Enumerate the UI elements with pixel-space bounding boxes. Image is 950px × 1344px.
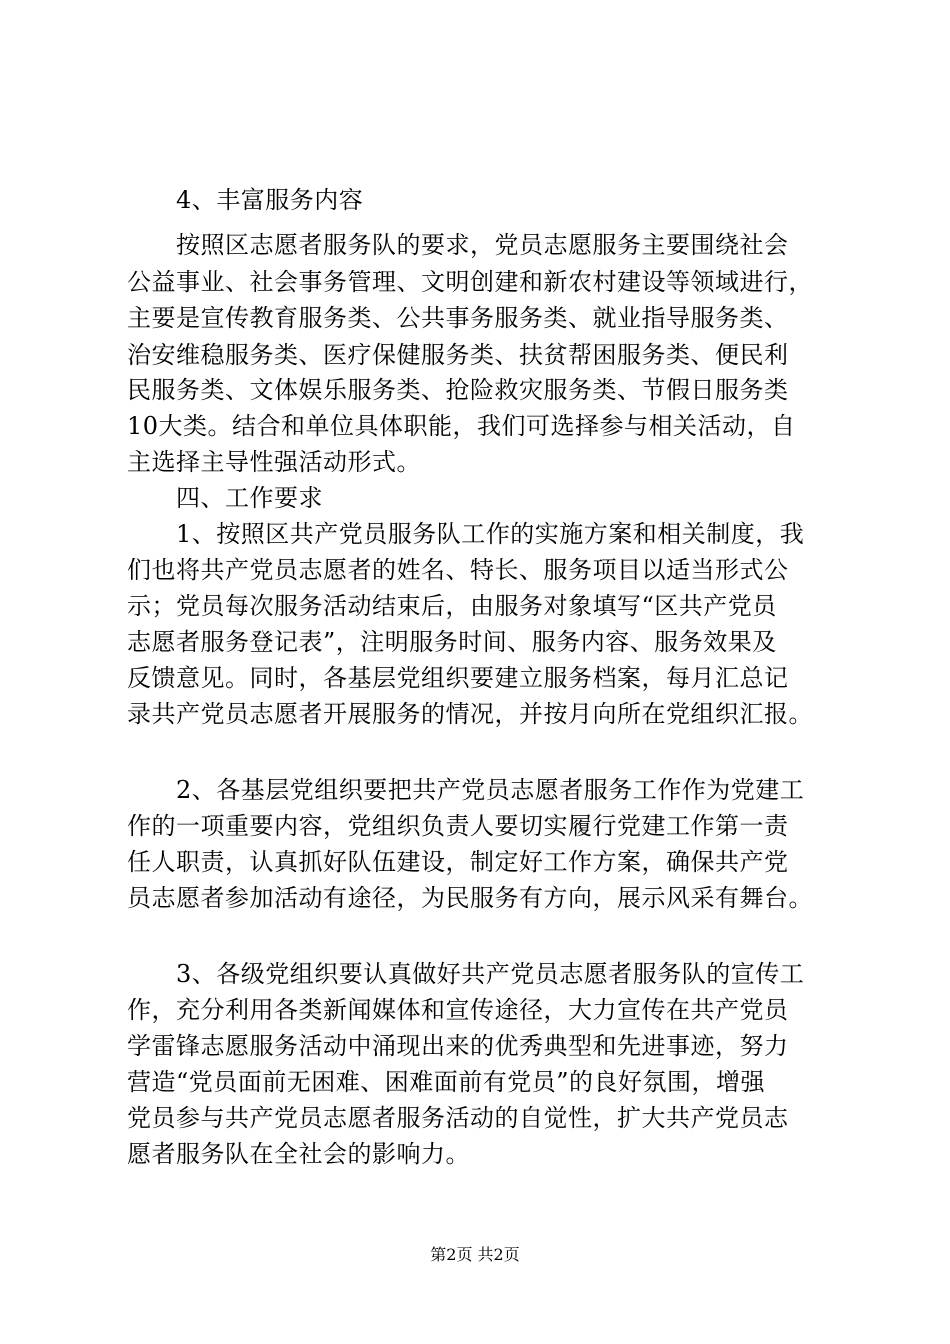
text-line: 营造“党员面前无困难、困难面前有党员”的良好氛围，增强 [127, 1068, 766, 1096]
text-line: 党员参与共产党员志愿者服务活动的自觉性，扩大共产党员志 [127, 1104, 789, 1132]
text-line: 民服务类、文体娱乐服务类、抢险救灾服务类、节假日服务类 [127, 376, 789, 404]
text-line: 主要是宣传教育服务类、公共事务服务类、就业指导服务类、 [127, 304, 789, 332]
text-line: 作，充分利用各类新闻媒体和宣传途径，大力宣传在共产党员 [127, 996, 789, 1024]
text-line: 主选择主导性强活动形式。 [127, 448, 421, 476]
text-line: 按照区志愿者服务队的要求，党员志愿服务主要围绕社会 [127, 231, 789, 259]
text-line: 治安维稳服务类、医疗保健服务类、扶贫帮困服务类、便民利 [127, 341, 789, 369]
text-line: 作的一项重要内容，党组织负责人要切实履行党建工作第一责 [127, 812, 789, 840]
text-line: 10大类。结合和单位具体职能，我们可选择参与相关活动，自 [127, 412, 796, 440]
text-line: 1、按照区共产党员服务队工作的实施方案和相关制度，我 [127, 520, 805, 548]
text-line: 2、各基层党组织要把共产党员志愿者服务工作作为党建工 [127, 776, 805, 804]
text-line: 反馈意见。同时，各基层党组织要建立服务档案，每月汇总记 [127, 664, 789, 692]
section-heading: 四、工作要求 [127, 484, 323, 512]
text-line: 们也将共产党员志愿者的姓名、特长、服务项目以适当形式公 [127, 556, 789, 584]
text-line: 学雷锋志愿服务活动中涌现出来的优秀典型和先进事迹，努力 [127, 1032, 789, 1060]
text-line: 3、各级党组织要认真做好共产党员志愿者服务队的宣传工 [127, 960, 805, 988]
text-line: 示；党员每次服务活动结束后，由服务对象填写“区共产党员 [127, 592, 777, 620]
text-line: 志愿者服务登记表”，注明服务时间、服务内容、服务效果及 [127, 628, 777, 656]
text-line: 4、丰富服务内容 [127, 186, 364, 214]
page-footer: 第2页 共2页 [430, 1245, 520, 1264]
text-line: 公益事业、社会事务管理、文明创建和新农村建设等领域进行， [127, 268, 813, 296]
text-line: 员志愿者参加活动有途径，为民服务有方向，展示风采有舞台。 [127, 884, 813, 912]
text-line: 任人职责，认真抓好队伍建设，制定好工作方案，确保共产党 [127, 848, 789, 876]
text-line: 愿者服务队在全社会的影响力。 [127, 1140, 470, 1168]
text-line: 录共产党员志愿者开展服务的情况，并按月向所在党组织汇报。 [127, 700, 813, 728]
